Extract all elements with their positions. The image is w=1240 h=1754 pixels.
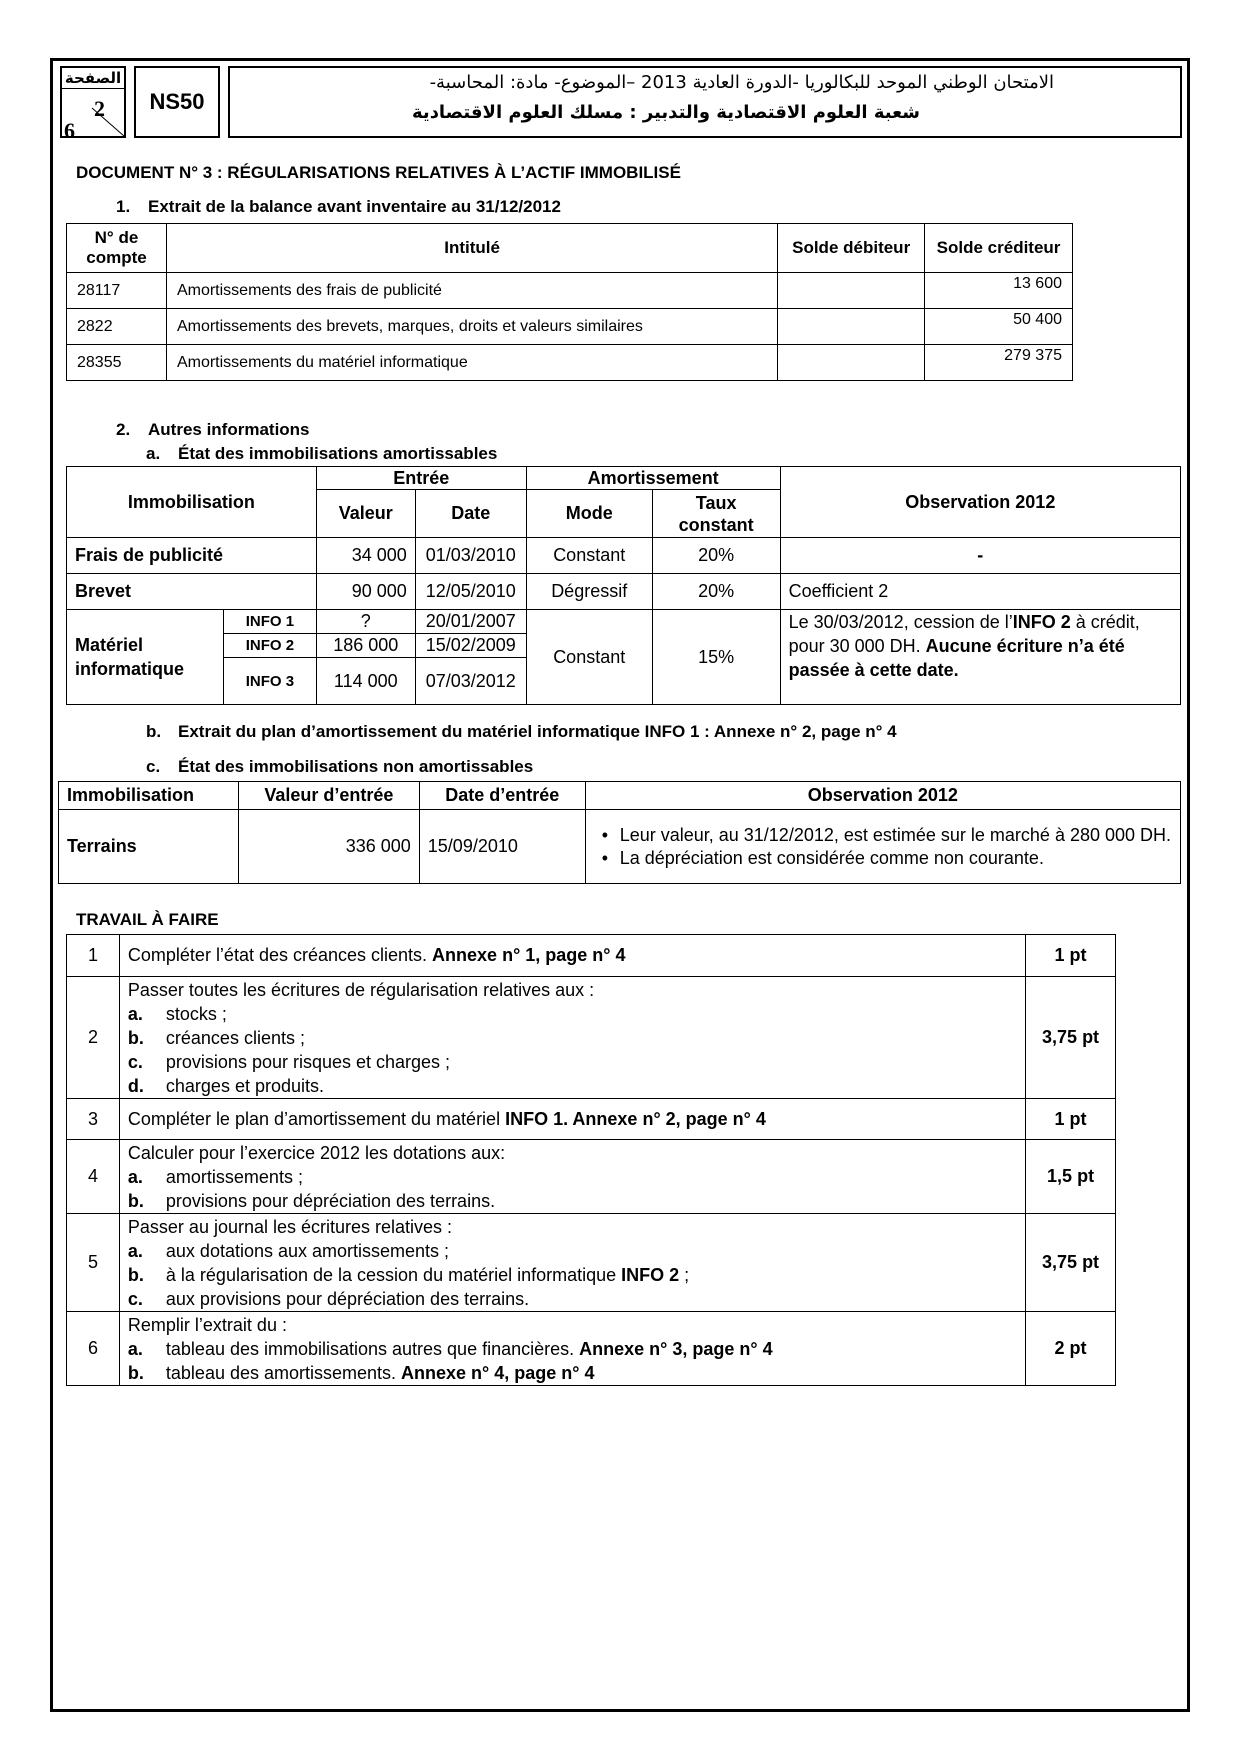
section-c-title: c. État des immobilisations non amortissables bbox=[146, 757, 534, 776]
imm-header-row bbox=[67, 467, 1181, 490]
header-debit: Solde débiteur bbox=[778, 224, 925, 273]
task-points: 1,5 pt bbox=[1026, 1140, 1116, 1214]
header-intitule: Intitulé bbox=[166, 224, 777, 273]
cell-info-label: INFO 3 bbox=[223, 658, 316, 705]
balance-header-row bbox=[67, 224, 1073, 273]
header-compte: N° de compte bbox=[67, 224, 167, 273]
table-row bbox=[67, 610, 1181, 634]
task-text: Compléter le plan d’amortissement du matériel INFO 1. Annexe n° 2, page n° 4 bbox=[119, 1099, 1025, 1140]
table-row bbox=[67, 1214, 1116, 1312]
document-title: DOCUMENT N° 3 : RÉGULARISATIONS RELATIVES À L’ACTIF IMMOBILISÉ bbox=[76, 163, 681, 182]
immobilisations-amortissables-table bbox=[66, 466, 1181, 705]
header-immobilisation: Immobilisation bbox=[67, 467, 317, 538]
table-row bbox=[67, 1312, 1116, 1386]
cell-info-label: INFO 1 bbox=[223, 610, 316, 634]
cell-date: 12/05/2010 bbox=[415, 574, 526, 610]
page-number: 2 bbox=[94, 96, 105, 121]
cell-taux: 20% bbox=[652, 538, 780, 574]
table-row bbox=[67, 273, 1073, 309]
travail-table bbox=[66, 934, 1116, 1386]
cell-valeur: 336 000 bbox=[238, 810, 419, 884]
table-row bbox=[67, 935, 1116, 977]
page-label: الصفحة bbox=[62, 69, 124, 89]
cell-observation bbox=[585, 810, 1180, 884]
cell-observation: Le 30/03/2012, cession de l’INFO 2 à crédit, pour 30 000 DH. Aucune écriture n’a été passée à cette date. bbox=[780, 610, 1180, 705]
section-a-title: a. État des immobilisations amortissables bbox=[146, 444, 498, 463]
task-points: 1 pt bbox=[1026, 935, 1116, 977]
cell-debit bbox=[778, 273, 925, 309]
travail-title: TRAVAIL À FAIRE bbox=[76, 910, 219, 929]
task-text: Remplir l’extrait du : a. tableau des immobilisations autres que financières. Annexe n° 3, page n° 4 b. tableau des amortissements. Annexe n° 4, page n° 4 bbox=[119, 1312, 1025, 1386]
cell-credit: 279 375 bbox=[925, 345, 1073, 381]
task-number: 4 bbox=[67, 1140, 120, 1214]
cell-date: 01/03/2010 bbox=[415, 538, 526, 574]
cell-intitule: Amortissements du matériel informatique bbox=[166, 345, 777, 381]
header-mode: Mode bbox=[526, 490, 652, 538]
cell-taux: 15% bbox=[652, 610, 780, 705]
observation-list bbox=[594, 824, 1172, 870]
header-amortissement: Amortissement bbox=[526, 467, 780, 490]
cell-immobilisation: Terrains bbox=[59, 810, 239, 884]
header-valeur-entree: Valeur d’entrée bbox=[238, 782, 419, 810]
exam-title-line2: شعبة العلوم الاقتصادية والتدبير : مسلك العلوم الاقتصادية bbox=[412, 102, 920, 123]
cell-observation: Coefficient 2 bbox=[780, 574, 1180, 610]
section-b-title: b. Extrait du plan d’amortissement du matériel informatique INFO 1 : Annexe n° 2, page n° 4 bbox=[146, 722, 897, 741]
cell-immobilisation: Matériel informatique bbox=[67, 610, 224, 705]
balance-table bbox=[66, 223, 1073, 381]
cell-observation: - bbox=[780, 538, 1180, 574]
cell-compte: 2822 bbox=[67, 309, 167, 345]
table-row bbox=[67, 538, 1181, 574]
immobilisations-non-amortissables-table bbox=[58, 781, 1181, 884]
page-number-box bbox=[60, 66, 126, 143]
task-text: Passer au journal les écritures relatives : a. aux dotations aux amortissements ; b. à la régularisation de la cession du matériel informatique INFO 2 ; c. aux provisions pour dépréciation des terrains. bbox=[119, 1214, 1025, 1312]
cell-mode: Constant bbox=[526, 538, 652, 574]
cell-debit bbox=[778, 309, 925, 345]
exam-title-box bbox=[228, 66, 1182, 138]
cell-date: 15/02/2009 bbox=[415, 634, 526, 658]
cell-intitule: Amortissements des frais de publicité bbox=[166, 273, 777, 309]
task-text: Calculer pour l’exercice 2012 les dotations aux: a. amortissements ; b. provisions pour dépréciation des terrains. bbox=[119, 1140, 1025, 1214]
task-number: 5 bbox=[67, 1214, 120, 1312]
task-points: 1 pt bbox=[1026, 1099, 1116, 1140]
task-number: 1 bbox=[67, 935, 120, 977]
page-total: 6 bbox=[64, 118, 75, 143]
task-number: 3 bbox=[67, 1099, 120, 1140]
header-valeur: Valeur bbox=[316, 490, 415, 538]
cell-valeur: ? bbox=[316, 610, 415, 634]
header-date-entree: Date d’entrée bbox=[419, 782, 585, 810]
header-date: Date bbox=[415, 490, 526, 538]
table-row bbox=[67, 977, 1116, 1099]
task-text: Passer toutes les écritures de régularisation relatives aux : a. stocks ; b. créances clients ; c. provisions pour risques et charges ; d. charges et produits. bbox=[119, 977, 1025, 1099]
header-immobilisation: Immobilisation bbox=[59, 782, 239, 810]
list-item: • La dépréciation est considérée comme non courante. bbox=[594, 847, 1172, 870]
table-row bbox=[67, 345, 1073, 381]
task-points: 2 pt bbox=[1026, 1312, 1116, 1386]
cell-taux: 20% bbox=[652, 574, 780, 610]
cell-valeur: 186 000 bbox=[316, 634, 415, 658]
header-observation: Observation 2012 bbox=[585, 782, 1180, 810]
cell-date: 07/03/2012 bbox=[415, 658, 526, 705]
task-points: 3,75 pt bbox=[1026, 1214, 1116, 1312]
header-taux: Taux constant bbox=[652, 490, 780, 538]
header-entree: Entrée bbox=[316, 467, 526, 490]
cell-compte: 28117 bbox=[67, 273, 167, 309]
table-row bbox=[59, 810, 1181, 884]
nam-header-row bbox=[59, 782, 1181, 810]
cell-date: 20/01/2007 bbox=[415, 610, 526, 634]
cell-debit bbox=[778, 345, 925, 381]
cell-valeur: 34 000 bbox=[316, 538, 415, 574]
cell-valeur: 90 000 bbox=[316, 574, 415, 610]
header-credit: Solde créditeur bbox=[925, 224, 1073, 273]
header-observation: Observation 2012 bbox=[780, 467, 1180, 538]
table-row bbox=[67, 1140, 1116, 1214]
exam-code: NS50 bbox=[134, 66, 220, 138]
cell-mode: Dégressif bbox=[526, 574, 652, 610]
cell-immobilisation: Frais de publicité bbox=[67, 538, 317, 574]
exam-title-line1: الامتحان الوطني الموحد للبكالوريا -الدورة العادية 2013 –الموضوع- مادة: المحاسبة- bbox=[429, 72, 1054, 93]
cell-credit: 13 600 bbox=[925, 273, 1073, 309]
cell-intitule: Amortissements des brevets, marques, droits et valeurs similaires bbox=[166, 309, 777, 345]
list-item: • Leur valeur, au 31/12/2012, est estimée sur le marché à 280 000 DH. bbox=[594, 824, 1172, 847]
cell-info-label: INFO 2 bbox=[223, 634, 316, 658]
table-row bbox=[67, 309, 1073, 345]
cell-date: 15/09/2010 bbox=[419, 810, 585, 884]
table-row bbox=[67, 574, 1181, 610]
cell-compte: 28355 bbox=[67, 345, 167, 381]
task-points: 3,75 pt bbox=[1026, 977, 1116, 1099]
task-text: Compléter l’état des créances clients. Annexe n° 1, page n° 4 bbox=[119, 935, 1025, 977]
cell-immobilisation: Brevet bbox=[67, 574, 317, 610]
section-balance-title: 1. Extrait de la balance avant inventaire au 31/12/2012 bbox=[116, 197, 561, 216]
cell-mode: Constant bbox=[526, 610, 652, 705]
task-number: 6 bbox=[67, 1312, 120, 1386]
section-autres-title: 2. Autres informations bbox=[116, 420, 310, 439]
task-number: 2 bbox=[67, 977, 120, 1099]
cell-credit: 50 400 bbox=[925, 309, 1073, 345]
cell-valeur: 114 000 bbox=[316, 658, 415, 705]
table-row bbox=[67, 1099, 1116, 1140]
